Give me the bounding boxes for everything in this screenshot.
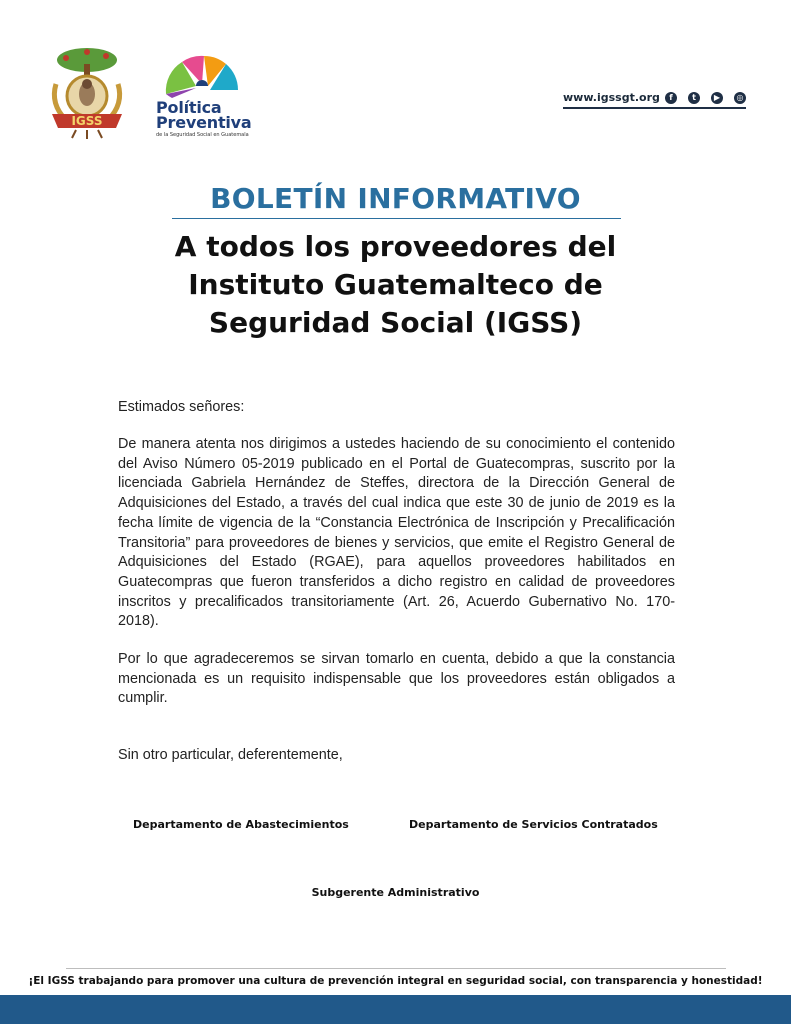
pp-logo-tagline: de la Seguridad Social en Guatemala (156, 132, 249, 138)
salutation: Estimados señores: (118, 399, 245, 415)
body-paragraph-2: Por lo que agradeceremos se sirvan tomarlo en cuenta, debido a que la constancia mencionada es un requisito indispensable que los proveedores están obligados a cumplir. (118, 651, 675, 707)
header-divider (563, 107, 746, 109)
politica-preventiva-logo (152, 46, 252, 138)
signature-subgerente: Subgerente Administrativo (311, 886, 480, 899)
igss-logo-text: IGSS (71, 114, 103, 128)
igss-logo (46, 44, 128, 140)
youtube-icon[interactable]: ▶ (711, 92, 723, 104)
heading-line-1: A todos los proveedores del (174, 230, 617, 263)
pp-logo-line1: Política (156, 98, 222, 117)
instagram-icon[interactable]: ◎ (734, 92, 746, 104)
body-paragraph-1: De manera atenta nos dirigimos a ustedes haciendo de su conocimiento el contenido del Aviso Número 05-2019 publicado en el Portal de Guatecompras, suscrito por la licenciada Gabriela Hernández de Steffes, directora de la Dirección General de Adquisiciones del Estado, a través del cual indica que este 30 de junio de 2019 es la fecha límite de vigencia de la “Constancia Electrónica de Inscripción y Precalificación Transitoria” para proveedores de bienes y servicios, que emite el Registro General de Adquisiciones del Estado (RGAE), para aquellos proveedores habilitados en Guatecompras que fueron transferidos a dicho registro en calidad de proveedores inscritos y precalificados transitoriamente (Art. 26, Acuerdo Gubernativo No. 170-2018). (118, 436, 675, 630)
signature-servicios-contratados: Departamento de Servicios Contratados (409, 818, 658, 831)
main-heading (0, 228, 791, 342)
footer-slogan: ¡El IGSS trabajando para promover una cultura de prevención integral en seguridad social, con transparencia y honestidad! (28, 975, 763, 987)
twitter-icon[interactable]: t (688, 92, 700, 104)
website-link[interactable]: www.igssgt.org (563, 91, 660, 104)
pp-logo-line2: Preventiva (156, 113, 252, 132)
bulletin-title: BOLETÍN INFORMATIVO (210, 182, 581, 215)
footer-bar (0, 995, 791, 1024)
signature-abastecimientos: Departamento de Abastecimientos (133, 818, 349, 831)
footer-divider (66, 968, 726, 969)
heading-line-2: Instituto Guatemalteco de (188, 268, 603, 301)
heading-line-3: Seguridad Social (IGSS) (208, 306, 583, 339)
closing-line: Sin otro particular, deferentemente, (118, 747, 343, 763)
title-underline (172, 218, 621, 219)
facebook-icon[interactable]: f (665, 92, 677, 104)
